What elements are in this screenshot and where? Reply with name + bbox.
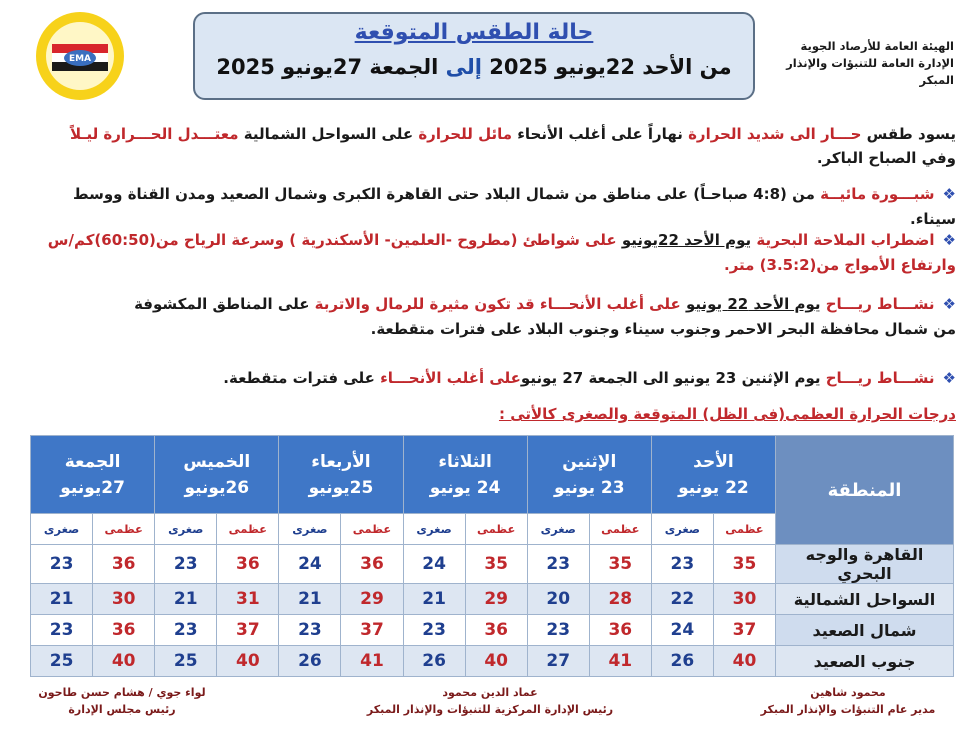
bullet-wind2-text: على فترات متقطعة.	[223, 369, 381, 387]
max-temp: 37	[341, 615, 403, 646]
bullet-marine-waves: وارتفاع الأمواج من(3.5:2) متر.	[724, 256, 956, 274]
bullet-marine-date: يوم الأحد 22يونيو	[621, 231, 752, 249]
signature-name: عماد الدين محمود	[442, 686, 538, 699]
max-temp: 41	[341, 646, 403, 677]
min-temp: 26	[403, 646, 465, 677]
max-temp: 29	[465, 584, 527, 615]
max-temp: 30	[93, 584, 155, 615]
bullet-marine	[26, 228, 956, 278]
organization-block	[754, 38, 954, 89]
max-temp: 40	[465, 646, 527, 677]
min-temp: 26	[279, 646, 341, 677]
signature-name: لواء جوي / هشام حسن طاحون	[38, 686, 206, 699]
region-name: جنوب الصعيد	[776, 646, 954, 677]
intro-warm: مائل للحرارة	[418, 125, 513, 143]
diamond-bullet-icon: ❖	[942, 231, 956, 249]
min-temp: 22	[651, 584, 713, 615]
intro-text: على السواحل الشمالية	[238, 125, 419, 143]
day-name: الجمعة	[64, 451, 121, 472]
bullet-wind2-dates: يوم الإثنين 23 يونيو الى الجمعة 27 يونيو	[520, 369, 826, 387]
max-label: عظمى	[341, 514, 403, 545]
day-date: 27يونيو	[60, 477, 125, 498]
min-temp: 23	[279, 615, 341, 646]
bullet-marine-label: اضطراب الملاحة البحرية	[751, 231, 935, 249]
day-date: 22 يونيو	[678, 477, 749, 498]
min-temp: 25	[155, 646, 217, 677]
intro-paragraph	[26, 122, 956, 170]
region-name: شمال الصعيد	[776, 615, 954, 646]
min-label: صغرى	[651, 514, 713, 545]
min-temp: 23	[31, 545, 93, 584]
day-name: الإثنين	[562, 451, 617, 472]
max-temp: 31	[217, 584, 279, 615]
day-header-wed	[279, 436, 403, 514]
bullet-wind2-area: على أغلب الأنحـــاء	[380, 369, 521, 387]
max-temp: 37	[217, 615, 279, 646]
min-temp: 23	[403, 615, 465, 646]
max-temp: 36	[589, 615, 651, 646]
max-temp: 36	[93, 545, 155, 584]
signature-title: رئيس الإدارة المركزية للتنبؤات والإنذار المبكر	[366, 703, 614, 716]
min-label: صغرى	[403, 514, 465, 545]
min-label: صغرى	[155, 514, 217, 545]
date-range	[195, 55, 753, 79]
min-temp: 24	[403, 545, 465, 584]
day-header-mon	[527, 436, 651, 514]
intro-text: وفي الصباح الباكر.	[816, 149, 956, 167]
table-row	[31, 646, 954, 677]
diamond-bullet-icon: ❖	[942, 295, 956, 313]
region-column-header: المنطقة	[776, 436, 954, 545]
date-from: من الأحد 22يونيو 2025	[489, 55, 732, 79]
org-name: الهيئة العامة للأرصاد الجوية	[800, 39, 954, 53]
max-label: عظمى	[217, 514, 279, 545]
min-label: صغرى	[527, 514, 589, 545]
min-temp: 23	[527, 545, 589, 584]
region-name: القاهرة والوجه البحري	[776, 545, 954, 584]
max-temp: 30	[713, 584, 775, 615]
max-temp: 40	[93, 646, 155, 677]
min-temp: 21	[403, 584, 465, 615]
max-label: عظمى	[713, 514, 775, 545]
min-temp: 23	[155, 545, 217, 584]
intro-hot: حـــار الى شديد الحرارة	[688, 125, 862, 143]
svg-text:EMA: EMA	[68, 54, 92, 64]
max-temp: 35	[713, 545, 775, 584]
day-date: 24 يونيو	[429, 477, 501, 498]
max-temp: 41	[589, 646, 651, 677]
bullet-wind2-label: نشـــاط ريـــاح	[825, 369, 935, 387]
bullet-wind-1	[26, 292, 956, 342]
diamond-bullet-icon: ❖	[942, 369, 956, 387]
date-to: الجمعة 27يونيو 2025	[216, 55, 439, 79]
page-title: حالة الطقس المتوقعة	[354, 20, 594, 45]
day-header-fri	[31, 436, 155, 514]
bullet-wind-2	[26, 366, 956, 391]
bullet-wind-dust: قد تكون مثيرة للرمال والاتربة	[314, 295, 535, 313]
max-temp: 36	[93, 615, 155, 646]
table-row	[31, 545, 954, 584]
day-header-sun	[651, 436, 775, 514]
max-temp: 29	[341, 584, 403, 615]
table-row	[31, 584, 954, 615]
max-temp: 40	[713, 646, 775, 677]
signature-central-head	[340, 684, 640, 718]
max-temp: 40	[217, 646, 279, 677]
signature-name: محمود شاهين	[810, 686, 886, 699]
max-temp: 35	[589, 545, 651, 584]
min-temp: 23	[651, 545, 713, 584]
max-temp: 35	[465, 545, 527, 584]
intro-text: يسود طقس	[861, 125, 956, 143]
min-temp: 24	[651, 615, 713, 646]
intro-mild-night: معتـــدل الحـــرارة ليـلاً	[69, 125, 239, 143]
min-temp: 20	[527, 584, 589, 615]
bullet-fog-text: من (4:8 صباحـاً) على مناطق من شمال البلاد حتى القاهرة الكبرى وشمال الصعيد ومدن القناة ووسط سيناء.	[73, 185, 956, 228]
intro-text: نهاراً على أغلب الأنحاء	[512, 125, 689, 143]
max-label: عظمى	[93, 514, 155, 545]
title-box	[193, 12, 755, 100]
signature-title: رئيس مجلس الإدارة	[68, 703, 176, 716]
min-temp: 23	[155, 615, 217, 646]
max-label: عظمى	[589, 514, 651, 545]
bullet-wind-area: على أغلب الأنحـــاء	[534, 295, 686, 313]
min-temp: 21	[31, 584, 93, 615]
signature-director	[738, 684, 958, 718]
min-temp: 24	[279, 545, 341, 584]
max-temp: 37	[713, 615, 775, 646]
bullet-wind-text: على المناطق المكشوفة	[134, 295, 315, 313]
signature-chairman	[22, 684, 222, 718]
bullet-wind-date: يوم الأحد 22 يونيو	[685, 295, 821, 313]
max-temp: 36	[465, 615, 527, 646]
min-temp: 23	[527, 615, 589, 646]
max-temp: 36	[217, 545, 279, 584]
date-separator: إلى	[445, 55, 482, 79]
table-row	[31, 615, 954, 646]
temperature-table	[30, 435, 954, 677]
diamond-bullet-icon: ❖	[942, 185, 956, 203]
signature-title: مدير عام التنبؤات والإنذار المبكر	[760, 703, 936, 716]
day-date: 23 يونيو	[553, 477, 625, 498]
min-label: صغرى	[279, 514, 341, 545]
bullet-fog	[26, 182, 956, 232]
bullet-wind-label: نشـــاط ريـــاح	[820, 295, 935, 313]
min-temp: 27	[527, 646, 589, 677]
max-temp: 36	[341, 545, 403, 584]
day-header-tue	[403, 436, 527, 514]
day-name: الخميس	[183, 451, 251, 472]
min-temp: 26	[651, 646, 713, 677]
day-date: 26يونيو	[184, 477, 250, 498]
day-header-thu	[155, 436, 279, 514]
min-temp: 21	[279, 584, 341, 615]
max-temp: 28	[589, 584, 651, 615]
day-name: الثلاثاء	[438, 451, 492, 472]
day-date: 25يونيو	[308, 477, 374, 498]
region-name: السواحل الشمالية	[776, 584, 954, 615]
bullet-wind-regions: من شمال محافظة البحر الاحمر وجنوب سيناء وجنوب البلاد على فترات متقطعة.	[370, 320, 956, 338]
ema-logo	[34, 10, 126, 102]
min-temp: 21	[155, 584, 217, 615]
bullet-marine-text: على شواطئ (مطروح -العلمين- الأسكندرية ) وسرعة الرياح من(60:50)كم/س	[47, 231, 622, 249]
min-temp: 23	[31, 615, 93, 646]
day-name: الأحد	[693, 451, 734, 472]
min-temp: 25	[31, 646, 93, 677]
bullet-fog-label: شبـــورة مائيــة	[820, 185, 935, 203]
day-name: الأربعاء	[311, 451, 371, 472]
table-header-row	[31, 436, 954, 514]
org-department: الإدارة العامة للتنبؤات والإنذار المبكر	[786, 56, 954, 87]
min-label: صغرى	[31, 514, 93, 545]
max-label: عظمى	[465, 514, 527, 545]
temperatures-title: درجات الحرارة العظمى(فى الظل) المتوقعة والصغرى كالأتى :	[498, 405, 956, 423]
